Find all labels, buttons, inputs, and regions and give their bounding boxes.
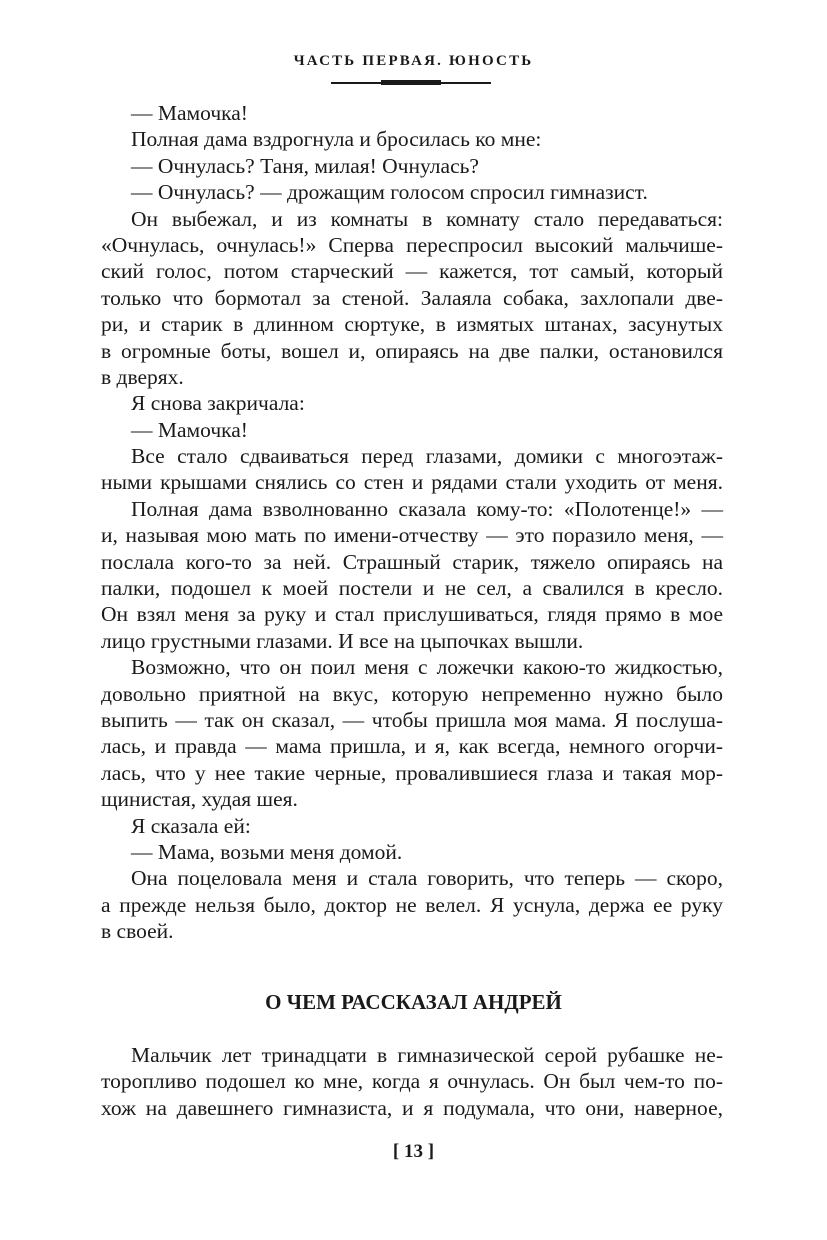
text-line: щинистая, худая шея. <box>101 787 298 812</box>
page-number: [ 13 ] <box>392 1141 435 1162</box>
text-line: — Очнулась? Таня, милая! Очнулась? <box>131 153 479 178</box>
chapter-title: О ЧЕМ РАССКАЗАЛ АНДРЕЙ <box>265 990 562 1014</box>
running-head-title: ЧАСТЬ ПЕРВАЯ. ЮНОСТЬ <box>293 53 534 69</box>
text-line: довольно приятной на вкус, которую непременно нужно было <box>101 681 723 706</box>
header-rule-ornament <box>381 80 441 85</box>
text-line: ными крышами снялись со стен и рядами стали уходить от меня. <box>101 470 723 495</box>
text-line: хож на давешнего гимназиста, и я подумала, что они, наверное, <box>101 1095 723 1120</box>
text-line: Полная дама вздрогнула и бросилась ко мне: <box>131 127 542 152</box>
chapter-text <box>101 1042 723 1121</box>
text-line: лась, и правда — мама пришла, и я, как всегда, немного огорчи- <box>101 734 723 759</box>
text-line: Полная дама взволнованно сказала кому-то: «Полотенце!» — <box>131 496 723 521</box>
text-line: «Очнулась, очнулась!» Сперва переспросил высокий мальчише- <box>101 232 723 257</box>
text-line: Возможно, что он поил меня с ложечки какою-то жидкостью, <box>131 655 723 680</box>
text-line: Все стало сдваиваться перед глазами, домики с многоэтаж- <box>131 444 723 469</box>
text-line: Я сказала ей: <box>131 813 251 838</box>
text-line: торопливо подошел ко мне, когда я очнулась. Он был чем-то по- <box>101 1069 723 1094</box>
text-line: ский голос, потом старческий — кажется, тот самый, который <box>101 259 723 284</box>
text-line: только что бормотал за стеной. Залаяла собака, захлопали две- <box>101 285 723 310</box>
text-line: а прежде нельзя было, доктор не велел. Я уснула, держа ее руку <box>101 892 723 917</box>
text-line: лицо грустными глазами. И все на цыпочках вышли. <box>101 628 584 653</box>
text-line: — Мамочка! <box>131 101 248 125</box>
text-line: Он взял меня за руку и стал прислушиваться, глядя прямо в мое <box>101 602 723 627</box>
text-line: ри, и старик в длинном сюртуке, в измятых штанах, засунутых <box>101 312 723 337</box>
text-line: Мальчик лет тринадцати в гимназической серой рубашке не- <box>131 1043 723 1067</box>
text-line: в дверях. <box>101 364 184 389</box>
text-line: Я снова закричала: <box>131 391 305 416</box>
text-line: — Очнулась? — дрожащим голосом спросил гимназист. <box>131 180 648 205</box>
body-text <box>101 100 723 945</box>
text-line: и, называя мою мать по имени-отчеству — это поразило меня, — <box>101 523 723 548</box>
text-line: в огромные боты, вошел и, опираясь на две палки, остановился <box>101 338 723 363</box>
text-line: Она поцеловала меня и стала говорить, что теперь — скоро, <box>131 866 723 891</box>
text-line: лась, что у нее такие черные, провалившиеся глаза и такая мор- <box>101 760 723 785</box>
text-line: Он выбежал, и из комнаты в комнату стало передаваться: <box>131 206 723 231</box>
text-line: в своей. <box>101 919 174 944</box>
text-line: — Мамочка! <box>131 417 248 442</box>
text-line: послала кого-то за ней. Страшный старик, тяжело опираясь на <box>101 549 723 574</box>
text-line: — Мама, возьми меня домой. <box>131 839 403 864</box>
text-line: выпить — так он сказал, — чтобы пришла моя мама. Я послуша- <box>101 707 723 732</box>
text-line: палки, подошел к моей постели и не сел, а свалился в кресло. <box>101 576 723 601</box>
